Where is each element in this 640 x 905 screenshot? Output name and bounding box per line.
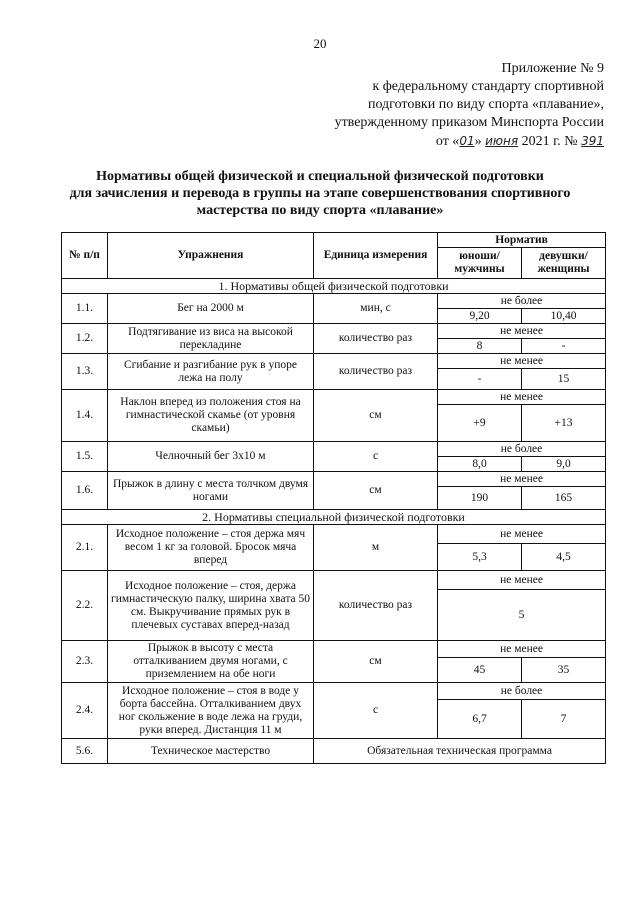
- row-exercise: Исходное положение – стоя в воде у борта бассейна. Отталкиванием двух ног скольжение в воде лежа на груди, руки вперед. Дистанция 11 м: [108, 683, 314, 739]
- row-exercise: Прыжок в высоту с места отталкиванием двумя ногами, с приземлением на обе ноги: [108, 641, 314, 683]
- row-male: 8,0: [438, 457, 522, 472]
- row-unit: мин, с: [314, 294, 438, 324]
- row-unit: см: [314, 390, 438, 442]
- row-male: 190: [438, 487, 522, 510]
- row-norm: не более: [438, 294, 606, 309]
- appendix-line: утвержденному приказом Минспорта России: [334, 115, 604, 130]
- title-line: Нормативы общей физической и специальной физической подготовки: [96, 169, 544, 184]
- header-male: юноши/ мужчины: [438, 248, 522, 279]
- appendix-line: Приложение № 9: [501, 61, 604, 76]
- appendix-line: подготовки по виду спорта «плавание»,: [367, 97, 604, 112]
- row-male: 8: [438, 339, 522, 354]
- row-female: 165: [522, 487, 606, 510]
- row-num: 1.1.: [62, 294, 108, 324]
- row-exercise: Подтягивание из виса на высокой перекладине: [108, 324, 314, 354]
- date-day: 01: [459, 134, 475, 148]
- row-exercise: Сгибание и разгибание рук в упоре лежа на полу: [108, 354, 314, 390]
- table-row: [62, 739, 606, 764]
- row-num: 1.3.: [62, 354, 108, 390]
- row-unit: количество раз: [314, 571, 438, 641]
- row-female: +13: [522, 405, 606, 442]
- row-exercise: Бег на 2000 м: [108, 294, 314, 324]
- row-female: 10,40: [522, 309, 606, 324]
- row-norm: не менее: [438, 354, 606, 369]
- row-exercise: Челночный бег 3х10 м: [108, 442, 314, 472]
- row-male: +9: [438, 405, 522, 442]
- header-norm: Норматив: [438, 233, 606, 248]
- row-female: 7: [522, 700, 606, 739]
- title-line: мастерства по виду спорта «плавание»: [196, 203, 444, 218]
- row-exercise: Исходное положение – стоя, держа гимнастическую палку, ширина хвата 50 см. Выкручивание прямых рук в плечевых суставах вперед-назад: [108, 571, 314, 641]
- row-male: 9,20: [438, 309, 522, 324]
- row-female: 9,0: [522, 457, 606, 472]
- row-unit: количество раз: [314, 324, 438, 354]
- row-female: -: [522, 339, 606, 354]
- row-male: 5,3: [438, 544, 522, 571]
- appendix-header: [304, 60, 604, 151]
- table-row: [62, 324, 606, 339]
- row-unit: см: [314, 472, 438, 510]
- table-row: [62, 390, 606, 405]
- table-row: [62, 683, 606, 700]
- header-female: девушки/ женщины: [522, 248, 606, 279]
- table-row: [62, 472, 606, 487]
- header-exercise: Упражнения: [108, 233, 314, 279]
- row-num: 1.5.: [62, 442, 108, 472]
- header-num: № п/п: [62, 233, 108, 279]
- row-norm: не более: [438, 683, 606, 700]
- table-row: [62, 294, 606, 309]
- row-num: 1.2.: [62, 324, 108, 354]
- row-male: 45: [438, 658, 522, 683]
- row-num: 2.1.: [62, 525, 108, 571]
- table-row: [62, 354, 606, 369]
- section-title: 2. Нормативы специальной физической подготовки: [62, 510, 606, 525]
- row-exercise: Прыжок в длину с места толчком двумя ногами: [108, 472, 314, 510]
- row-male: -: [438, 369, 522, 390]
- row-both: 5: [438, 590, 606, 641]
- row-num: 2.2.: [62, 571, 108, 641]
- row-exercise: Наклон вперед из положения стоя на гимнастической скамье (от уровня скамьи): [108, 390, 314, 442]
- date-month: июня: [485, 134, 519, 148]
- table-row: [62, 571, 606, 590]
- section-row: [62, 279, 606, 294]
- title-line: для зачисления и перевода в группы на этапе совершенствования спортивного: [69, 186, 571, 201]
- date-year: 2021 г. №: [521, 134, 578, 149]
- row-unit: количество раз: [314, 354, 438, 390]
- table-header-row: [62, 233, 606, 248]
- row-unit: с: [314, 442, 438, 472]
- row-norm: не менее: [438, 390, 606, 405]
- row-norm: не менее: [438, 324, 606, 339]
- row-unit: с: [314, 683, 438, 739]
- row-norm: не более: [438, 442, 606, 457]
- row-exercise: Исходное положение – стоя держа мяч весом 1 кг за головой. Бросок мяча вперед: [108, 525, 314, 571]
- row-norm: не менее: [438, 571, 606, 590]
- row-unit: м: [314, 525, 438, 571]
- row-norm: не менее: [438, 525, 606, 544]
- row-program: Обязательная техническая программа: [314, 739, 606, 764]
- row-norm: не менее: [438, 472, 606, 487]
- row-female: 35: [522, 658, 606, 683]
- header-unit: Единица измерения: [314, 233, 438, 279]
- row-exercise: Техническое мастерство: [108, 739, 314, 764]
- row-num: 5.6.: [62, 739, 108, 764]
- row-female: 15: [522, 369, 606, 390]
- page-number: 20: [313, 36, 327, 51]
- appendix-date-line: [304, 132, 604, 151]
- date-mid: »: [474, 134, 482, 149]
- row-male: 6,7: [438, 700, 522, 739]
- table-row: [62, 641, 606, 658]
- table-row: [62, 442, 606, 457]
- section-row: [62, 510, 606, 525]
- standards-table: [61, 232, 606, 764]
- row-num: 1.4.: [62, 390, 108, 442]
- row-num: 2.4.: [62, 683, 108, 739]
- row-female: 4,5: [522, 544, 606, 571]
- row-unit: см: [314, 641, 438, 683]
- table-row: [62, 525, 606, 544]
- order-number: 391: [581, 134, 604, 148]
- date-prefix: от «: [435, 134, 460, 149]
- document-title: [40, 168, 600, 219]
- row-num: 1.6.: [62, 472, 108, 510]
- section-title: 1. Нормативы общей физической подготовки: [62, 279, 606, 294]
- appendix-line: к федеральному стандарту спортивной: [372, 79, 604, 94]
- row-num: 2.3.: [62, 641, 108, 683]
- row-norm: не менее: [438, 641, 606, 658]
